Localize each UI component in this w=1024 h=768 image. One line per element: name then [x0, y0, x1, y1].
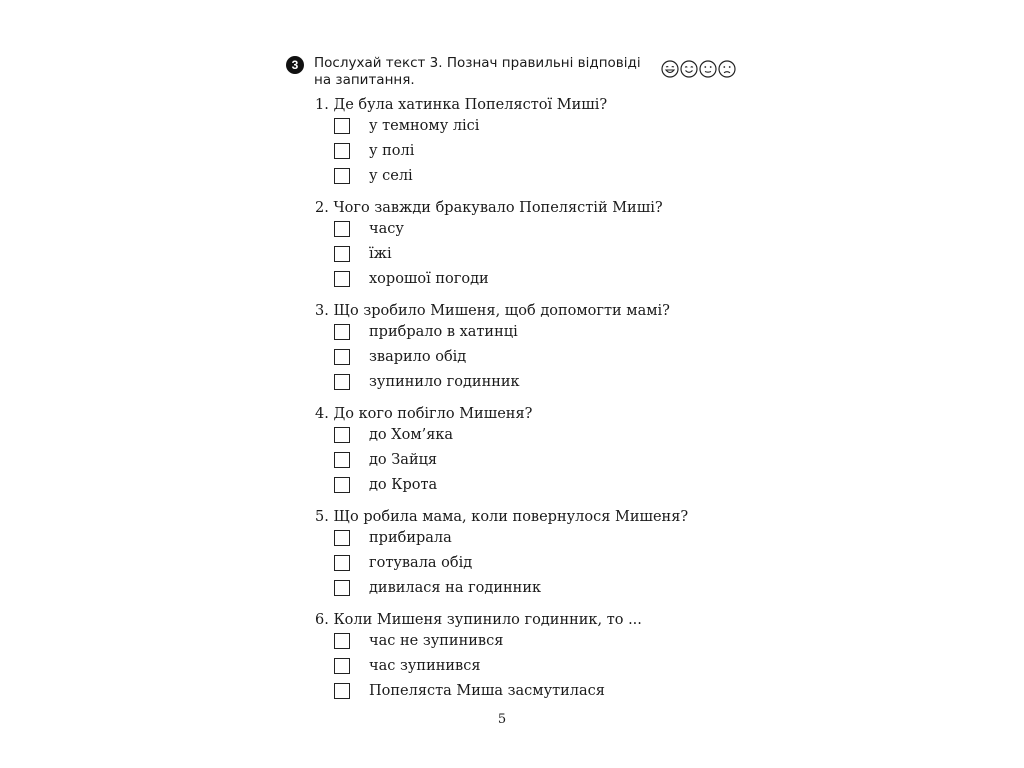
answer-label: у селі — [369, 168, 413, 184]
answer-checkbox[interactable] — [334, 374, 350, 390]
answer-option — [334, 371, 735, 396]
answer-checkbox[interactable] — [334, 683, 350, 699]
sad-face-icon[interactable] — [718, 60, 736, 78]
answer-checkbox[interactable] — [334, 324, 350, 340]
answer-label: до Крота — [369, 477, 438, 493]
answer-checkbox[interactable] — [334, 452, 350, 468]
answer-option — [334, 165, 735, 190]
answer-option — [334, 268, 735, 293]
answer-label: у темному лісі — [369, 118, 480, 134]
answer-option — [334, 630, 735, 655]
answer-checkbox[interactable] — [334, 349, 350, 365]
answer-option — [334, 474, 735, 499]
answer-option — [334, 218, 735, 243]
answer-checkbox[interactable] — [334, 530, 350, 546]
answer-label: їжі — [369, 246, 392, 262]
answer-label: прибирала — [369, 530, 452, 546]
task-instruction: Послухай текст 3. Познач правильні відповіді на запитання. — [314, 55, 641, 88]
question-4 — [315, 404, 735, 499]
answer-checkbox[interactable] — [334, 658, 350, 674]
answer-checkbox[interactable] — [334, 477, 350, 493]
question-text: 4. До кого побігло Мишеня? — [315, 406, 533, 422]
answer-label: хорошої погоди — [369, 271, 489, 287]
answer-option — [334, 321, 735, 346]
answer-checkbox[interactable] — [334, 633, 350, 649]
answer-label: дивилася на годинник — [369, 580, 542, 596]
question-text: 3. Що зробило Мишеня, щоб допомогти мамі? — [315, 303, 670, 319]
answer-option — [334, 346, 735, 371]
answer-label: Попеляста Миша засмутилася — [369, 683, 605, 699]
happy-face-icon[interactable] — [661, 60, 679, 78]
answer-option — [334, 577, 735, 602]
question-5 — [315, 507, 735, 602]
answer-label: у полі — [369, 143, 415, 159]
task-number-badge: 3 — [286, 56, 304, 74]
answer-checkbox[interactable] — [334, 427, 350, 443]
smiling-face-icon[interactable] — [680, 60, 698, 78]
answer-option — [334, 527, 735, 552]
answer-label: час не зупинився — [369, 633, 504, 649]
question-text: 5. Що робила мама, коли повернулося Мишеня? — [315, 509, 689, 525]
question-1 — [315, 95, 735, 190]
task-header — [286, 55, 746, 91]
page-number: 5 — [497, 712, 507, 727]
question-text: 1. Де була хатинка Попелястої Миші? — [315, 97, 608, 113]
answer-checkbox[interactable] — [334, 555, 350, 571]
answer-option — [334, 140, 735, 165]
answer-checkbox[interactable] — [334, 221, 350, 237]
answer-option — [334, 552, 735, 577]
answer-option — [334, 449, 735, 474]
question-3 — [315, 301, 735, 396]
answer-checkbox[interactable] — [334, 143, 350, 159]
neutral-face-icon[interactable] — [699, 60, 717, 78]
self-assessment-smileys — [661, 60, 736, 78]
question-text: 2. Чого завжди бракувало Попелястій Миші? — [315, 200, 663, 216]
answer-checkbox[interactable] — [334, 118, 350, 134]
question-6 — [315, 610, 735, 705]
answer-option — [334, 424, 735, 449]
answer-label: до Хом’яка — [369, 427, 454, 443]
answer-label: зупинило годинник — [369, 374, 520, 390]
answer-option — [334, 680, 735, 705]
question-text: 6. Коли Мишеня зупинило годинник, то ... — [315, 612, 642, 628]
answer-checkbox[interactable] — [334, 246, 350, 262]
answer-option — [334, 655, 735, 680]
answer-label: зварило обід — [369, 349, 467, 365]
question-2 — [315, 198, 735, 293]
answer-label: до Зайця — [369, 452, 438, 468]
answer-label: часу — [369, 221, 404, 237]
answer-checkbox[interactable] — [334, 580, 350, 596]
answer-option — [334, 243, 735, 268]
answer-label: прибрало в хатинці — [369, 324, 518, 340]
answer-label: готувала обід — [369, 555, 473, 571]
answer-option — [334, 115, 735, 140]
answer-label: час зупинився — [369, 658, 481, 674]
answer-checkbox[interactable] — [334, 271, 350, 287]
answer-checkbox[interactable] — [334, 168, 350, 184]
